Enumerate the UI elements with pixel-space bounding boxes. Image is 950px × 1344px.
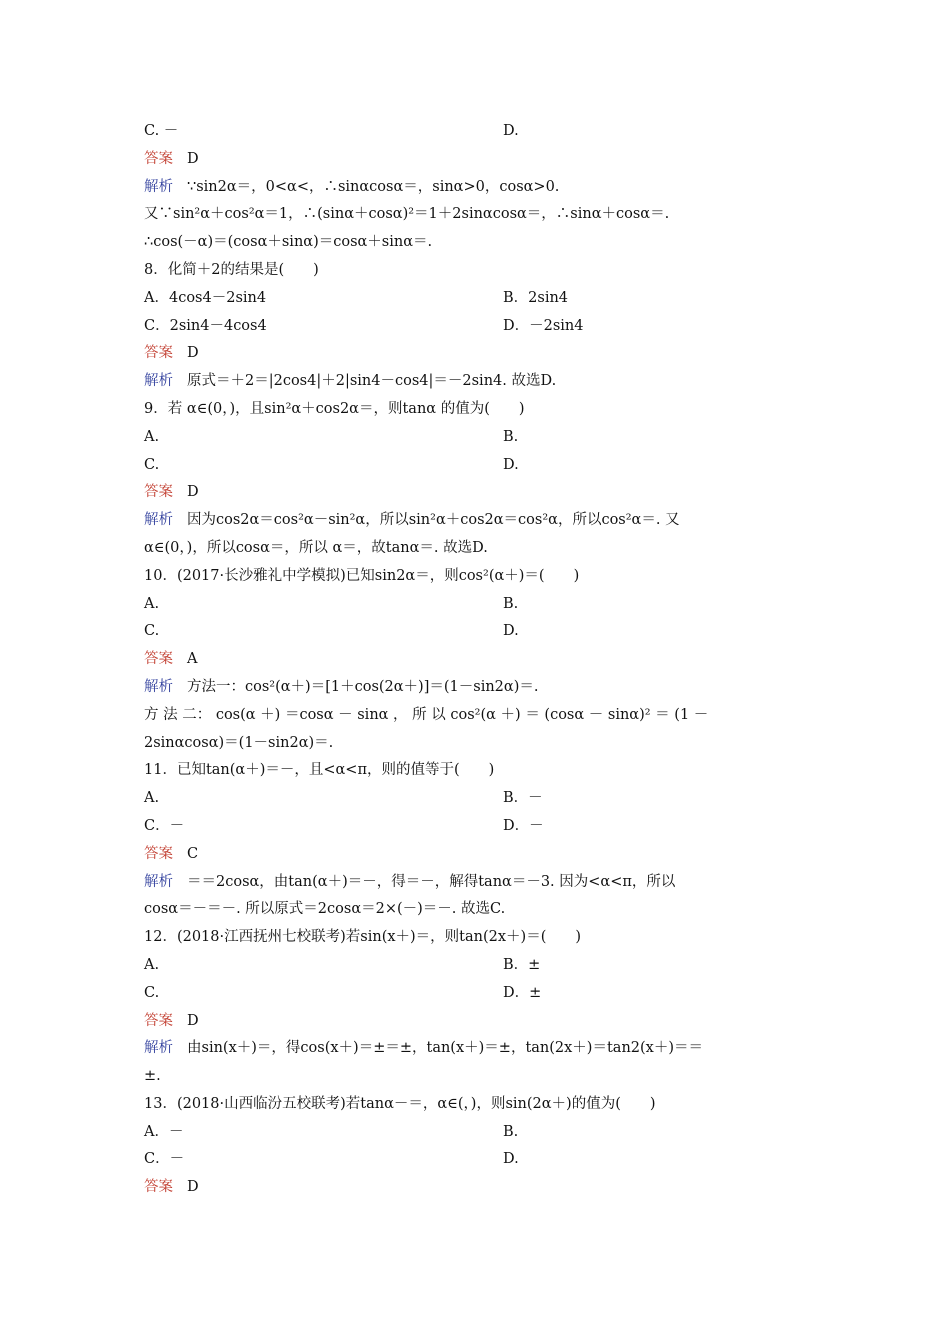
analysis-label: 解析 (144, 873, 173, 890)
option-left: C．－ (144, 1151, 185, 1168)
document-page (144, 118, 808, 1202)
answer-text: D (187, 1179, 199, 1196)
option-right: B. (503, 1123, 519, 1140)
option-right: D．－ (503, 817, 544, 834)
analysis-text: ∵sin2α＝，0<α<，∴sinαcosα＝，sinα>0，cosα>0. (187, 178, 560, 195)
answer-text: D (187, 345, 199, 362)
analysis-text: 由sin(x＋)＝，得cos(x＋)＝±＝±，tan(x＋)＝±，tan(2x＋)＝tan2(x＋)＝＝ (187, 1040, 703, 1057)
option-row (144, 1146, 808, 1174)
option-right: D．－2sin4 (503, 317, 584, 334)
answer-text: A (187, 651, 198, 668)
option-right: B．2sin4 (503, 289, 569, 306)
analysis-label: 解析 (144, 678, 173, 695)
option-right: B．± (503, 956, 541, 973)
answer-label: 答案 (144, 345, 173, 362)
analysis-line (144, 674, 808, 702)
option-left: C. － (144, 123, 179, 139)
option-row (144, 618, 808, 646)
analysis-text: ＝＝2cosα，由tan(α＋)＝－，得＝－，解得tanα＝－3. 因为<α<π，所以 (187, 873, 676, 890)
option-right: D. (503, 123, 519, 139)
answer-label: 答案 (144, 484, 173, 501)
text-line: 方 法 二： cos(α ＋) ＝cosα － sinα ， 所 以 cos²(α ＋) ＝ (cosα － sinα)² ＝ (1 － (144, 706, 709, 723)
option-left: A. (144, 428, 160, 445)
analysis-line (144, 1035, 808, 1063)
option-right: D．± (503, 984, 542, 1001)
option-left: A. (144, 956, 160, 973)
option-left: C．－ (144, 817, 185, 834)
text-line: 12．(2018·江西抚州七校联考)若sin(x＋)＝，则tan(2x＋)＝( ) (144, 929, 582, 946)
text-line: 又∵sin²α＋cos²α＝1，∴(sinα＋cosα)²＝1＋2sinαcosα＝，∴sinα＋cosα＝. (144, 206, 670, 223)
option-row (144, 591, 808, 619)
option-row (144, 285, 808, 313)
answer-text: D (187, 484, 199, 501)
analysis-label: 解析 (144, 512, 173, 529)
option-row (144, 952, 808, 980)
analysis-label: 解析 (144, 373, 173, 390)
text-line: 2sinαcosα)＝(1－sin2α)＝. (144, 734, 334, 751)
option-row (144, 980, 808, 1008)
option-row (144, 313, 808, 341)
text-line: ±. (144, 1068, 161, 1085)
answer-line (144, 146, 808, 174)
text-line: 10．(2017·长沙雅礼中学模拟)已知sin2α＝，则cos²(α＋)＝( ) (144, 567, 580, 584)
option-left: A．－ (144, 1123, 184, 1140)
option-right: D. (503, 456, 519, 473)
answer-line (144, 340, 808, 368)
option-right: B. (503, 595, 519, 612)
text-line: 9．若 α∈(0，)，且sin²α＋cos2α＝，则tanα 的值为( ) (144, 400, 525, 417)
option-right: D. (503, 623, 519, 640)
option-row (144, 1119, 808, 1147)
answer-line (144, 841, 808, 869)
answer-text: D (187, 150, 199, 167)
text-line: 11．已知tan(α＋)＝－，且<α<π，则的值等于( ) (144, 762, 495, 779)
option-row (144, 785, 808, 813)
answer-label: 答案 (144, 845, 173, 862)
option-row (144, 424, 808, 452)
option-row (144, 452, 808, 480)
option-left: C．2sin4－4cos4 (144, 317, 267, 334)
answer-line (144, 646, 808, 674)
option-left: A. (144, 595, 160, 612)
analysis-line (144, 368, 808, 396)
option-left: C. (144, 984, 160, 1001)
option-row (144, 813, 808, 841)
analysis-text: 原式＝＋2＝|2cos4|＋2|sin4－cos4|＝－2sin4. 故选D. (187, 373, 557, 390)
text-line: 13．(2018·山西临汾五校联考)若tanα－＝，α∈(，)，则sin(2α＋)的值为( ) (144, 1095, 656, 1112)
answer-label: 答案 (144, 651, 173, 668)
option-right: B. (503, 428, 519, 445)
text-line: cosα＝－＝－. 所以原式＝2cosα＝2×(－)＝－. 故选C. (144, 901, 506, 918)
text-line: α∈(0，)，所以cosα＝，所以 α＝，故tanα＝. 故选D. (144, 539, 488, 556)
analysis-label: 解析 (144, 1040, 173, 1057)
option-right: B．－ (503, 790, 543, 807)
option-left: A. (144, 790, 160, 807)
answer-line (144, 479, 808, 507)
analysis-line (144, 507, 808, 535)
option-left: C. (144, 456, 160, 473)
option-left: C. (144, 623, 160, 640)
answer-text: D (187, 1012, 199, 1029)
analysis-text: 因为cos2α＝cos²α－sin²α，所以sin²α＋cos2α＝cos²α，所以cos²α＝. 又 (187, 512, 680, 529)
text-line: 8．化简＋2的结果是( ) (144, 261, 319, 278)
answer-text: C (187, 845, 199, 862)
analysis-text: 方法一：cos²(α＋)＝[1＋cos(2α＋)]＝(1－sin2α)＝. (187, 678, 539, 695)
answer-label: 答案 (144, 150, 173, 167)
option-right: D. (503, 1151, 519, 1168)
analysis-line (144, 174, 808, 202)
analysis-label: 解析 (144, 178, 173, 195)
text-line: ∴cos(－α)＝(cosα＋sinα)＝cosα＋sinα＝. (144, 234, 433, 251)
option-left: A．4cos4－2sin4 (144, 289, 267, 306)
answer-label: 答案 (144, 1179, 173, 1196)
analysis-line (144, 869, 808, 897)
answer-label: 答案 (144, 1012, 173, 1029)
answer-line (144, 1008, 808, 1036)
option-row (144, 118, 808, 146)
answer-line (144, 1174, 808, 1202)
